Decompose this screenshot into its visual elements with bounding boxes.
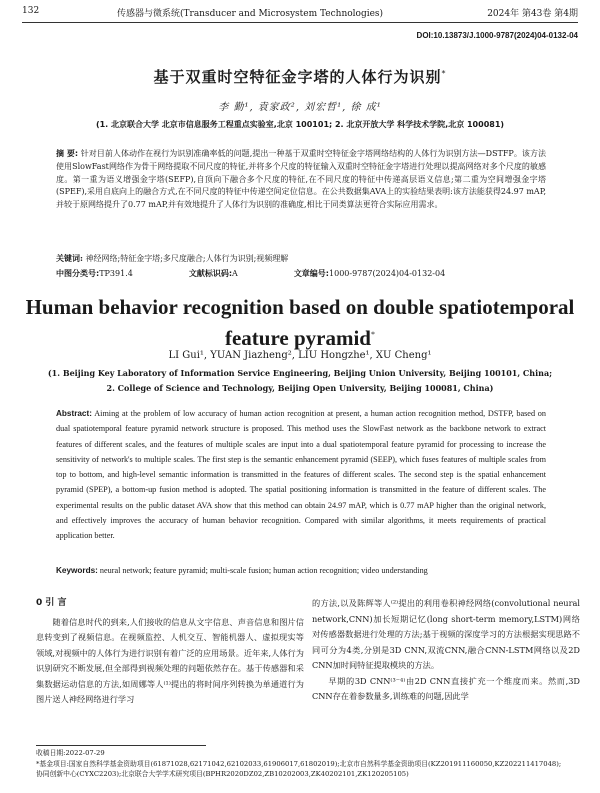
received-label: 收稿日期: bbox=[36, 749, 66, 757]
cn-classification bbox=[56, 268, 546, 279]
issue-info: 2024年 第43卷 第4期 bbox=[487, 9, 578, 19]
left-column bbox=[36, 596, 304, 708]
section-title: 0 引 言 bbox=[36, 598, 67, 608]
cn-authors: 李 勤¹, 袁家政², 刘宏哲¹, 徐 成¹ bbox=[218, 102, 382, 113]
doc-code-value: A bbox=[232, 269, 238, 278]
right-column bbox=[312, 596, 580, 705]
left-paragraph: 随着信息时代的到来,人们接收的信息从文字信息、声音信息和图片信息转变到了视频信息。在视频监控、人机交互、智能机器人、虚拟现实等领域,对视频中的人体行为进行识别有着广泛的应用场景。近年来,人体行为识别研究不断发展,但全部得到视频处理的问题依然存在。基于传感器和采集数据运动信息的方法,如周娜等人⁽¹⁾提出的将时间序列转换为单通道行为图片送人神经网络进行学习 bbox=[36, 616, 304, 704]
clc-value: TP391.4 bbox=[99, 269, 133, 278]
right-paragraph-1: 的方法,以及陈辉等人⁽²⁾提出的利用卷积神经网络(convolutional neural network,CNN)加长短期记忆(long short-term memory,LSTM)网络对传感器数据进行处理的方法;基于视频的深度学习的方法根据实现思路不同可分为4类,分别是3D CNN,双流CNN,融合CNN-LSTM网络以及2D CNN加时间特征提取模块的方法。 bbox=[312, 598, 580, 670]
cn-keywords-text: 神经网络;特征金字塔;多尺度融合;人体行为识别;视频理解 bbox=[85, 254, 289, 263]
page-number: 132 bbox=[22, 6, 40, 16]
cn-abstract-text: 针对目前人体动作在视行为识别准确率低的问题,提出一种基于双重时空特征金字塔网络结构的人体行为识别方法—DSTFP。该方法使用SlowFast网络作为骨干网络提取不同尺度的特征,并将多个尺度的特征输入双重时空特征金字塔进行处理以提高网络对多个尺度的敏感度。第一重为语义增强金字塔(SEFP),自顶向下融合多个尺度的特征,在不同尺度的特征中传递高层语义信息;第二重为空间增强金字塔(SPEF),采用自底向上的融合方式,在不同尺度的特征中传递空间定位信息。在公共数据集AVA上的实验结果表明:该方法能获得24.97 mAP,并较于原网络提升了0.77 mAP,并有效地提升了人体行为识别的准确度,相比于同类算法更符合实际应用需求。 bbox=[56, 149, 547, 210]
footnote bbox=[36, 748, 566, 780]
en-keywords bbox=[56, 566, 546, 575]
cn-title-mark: * bbox=[441, 69, 447, 78]
article-no-label: 文章编号: bbox=[293, 269, 330, 278]
fund-text: 国家自然科学基金资助项目(61871028,62171042,62102033,61906017,61802019);北京市自然科学基金资助项目(KZ201911160050,KZ202211417048);协同创新中心(CYXC2203);北京联合大学学术研究项目(BPHR2020DZ02,ZB10202003,ZK40202101,ZK120205105) bbox=[36, 759, 562, 778]
cn-affiliations: (1. 北京联合大学 北京市信息服务工程重点实验室,北京 100101; 2. 北京开放大学 科学技术学院,北京 100081) bbox=[95, 120, 505, 129]
en-keywords-text: neural network; feature pyramid; multi-scale fusion; human action recognition; video understanding bbox=[99, 566, 428, 575]
en-title bbox=[0, 294, 600, 352]
en-abstract-text: Aiming at the problem of low accuracy of human action recognition at present, a human action recognition method, DSTFP, based on dual spatiotemporal feature pyramid network structure is proposed. This method uses the SlowFast network as the backbone network to extract features of different scales, and the features of multiple scales are input into a dual spatiotemporal feature pyramid for processing to increase the sensitivity of network's to multiple scales. The first step is the semantic enhancement pyramid (SEEP), which fuses features of multiple scales from top to bottom, and high-level semantic information is transmitted in the features of different scales. The second step is the spatial enhancement pyramid (SPEP), a bottom-up fusion method is adopted. The spatial positioning information is transmitted in the feature of different scales. The experimental results on the public dataset AVA show that this method can obtain 24.97 mAP, which is 0.77 mAP higher than the original network, and effectively improves the accuracy of human behavior recognition. Compared with similar algorithms, it meets requirements of practical application better. bbox=[56, 409, 546, 541]
en-title-mark: * bbox=[371, 330, 375, 339]
doc-code-label: 文献标识码: bbox=[188, 269, 233, 278]
en-affiliation-1: (1. Beijing Key Laboratory of Information Service Engineering, Beijing Union University, Beijing 100101, China; bbox=[47, 368, 553, 378]
en-affiliation-2: 2. College of Science and Technology, Beijing Open University, Beijing 100081, China) bbox=[106, 383, 494, 393]
en-abstract-label: Abstract: bbox=[56, 409, 92, 418]
clc-label: 中图分类号: bbox=[56, 269, 100, 278]
cn-abstract bbox=[56, 148, 546, 212]
en-keywords-label: Keywords: bbox=[56, 566, 98, 575]
footnote-divider bbox=[36, 745, 206, 746]
cn-abstract-label: 摘 要: bbox=[56, 149, 79, 158]
en-affiliations bbox=[30, 366, 570, 396]
journal-name: 传感器与微系统(Transducer and Microsystem Technologies) bbox=[117, 9, 384, 19]
en-authors: LI Gui¹, YUAN Jiazheng², LIU Hongzhe¹, XU Cheng¹ bbox=[168, 350, 432, 361]
article-no-value: 1000-9787(2024)04-0132-04 bbox=[329, 269, 446, 278]
cn-keywords-label: 关键词: bbox=[56, 253, 83, 263]
right-paragraph-2: 早期的3D CNN⁽³⁻⁴⁾由2D CNN直接扩充一个维度而来。然而,3D CNN存在着参数量多,训练难的问题,因此学 bbox=[312, 675, 580, 701]
cn-title bbox=[0, 66, 600, 87]
running-header bbox=[22, 6, 578, 23]
received-date: 2022-07-29 bbox=[65, 749, 105, 757]
cn-keywords bbox=[56, 253, 546, 264]
en-abstract bbox=[56, 406, 546, 544]
doi[interactable]: DOI:10.13873/J.1000-9787(2024)04-0132-04 bbox=[416, 31, 578, 40]
fund-label: *基金项目: bbox=[36, 759, 69, 768]
cn-title-text: 基于双重时空特征金字塔的人体行为识别 bbox=[153, 68, 442, 86]
en-title-text: Human behavior recognition based on double spatiotemporal feature pyramid bbox=[25, 295, 575, 350]
